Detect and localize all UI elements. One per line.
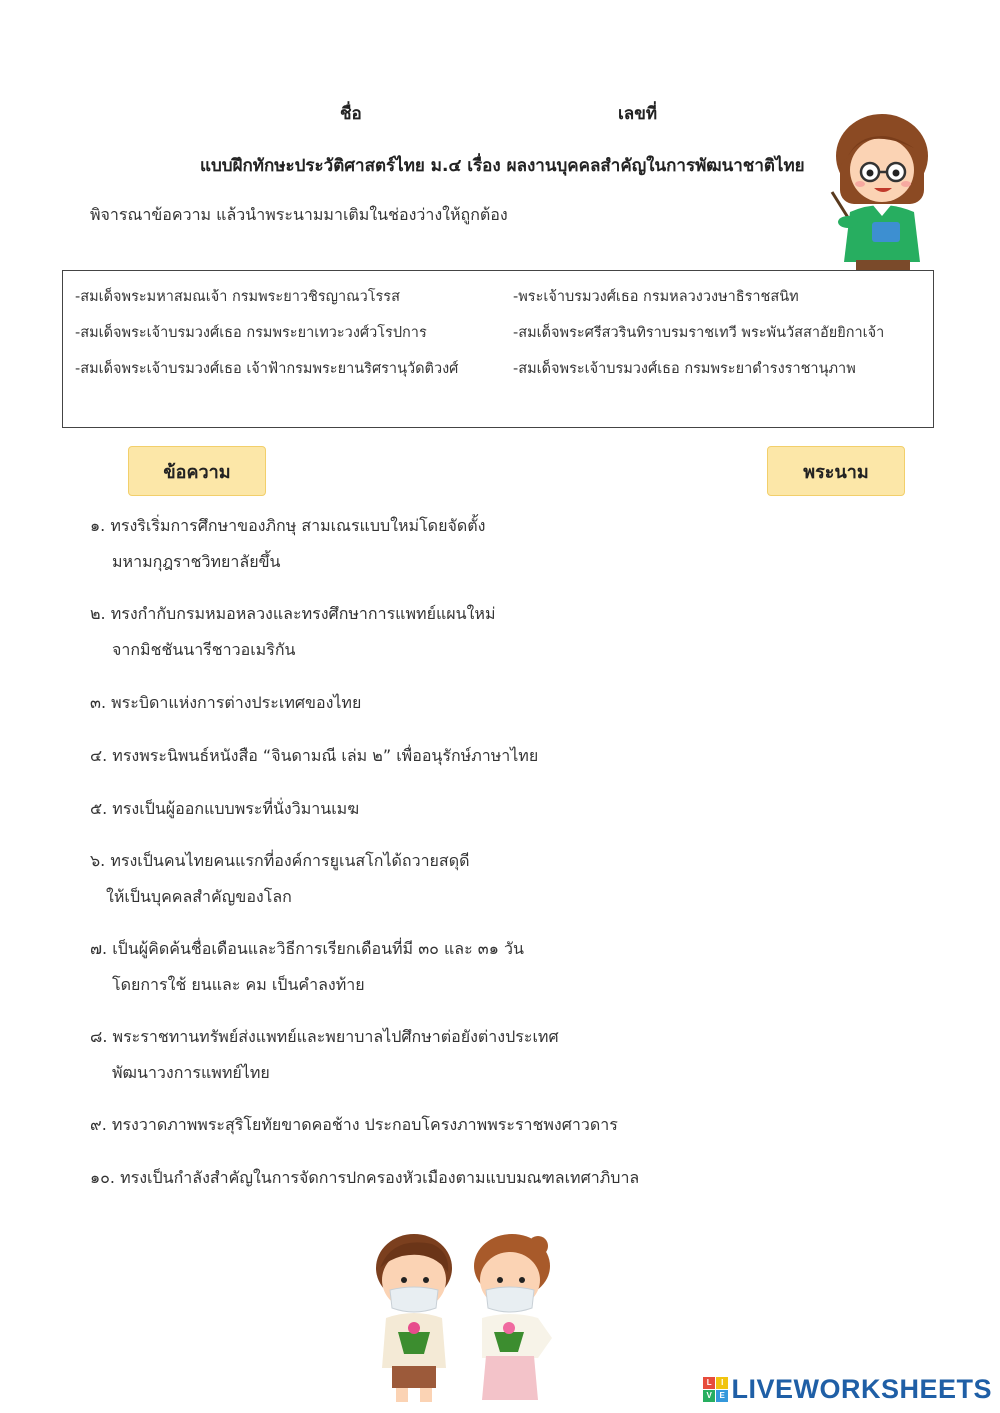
statement-item-8	[90, 1019, 559, 1091]
statement-text: ๕. ทรงเป็นผู้ออกแบบพระที่นั่งวิมานเมฆ	[90, 799, 360, 818]
statement-text: ๒. ทรงกำกับกรมหมอหลวงและทรงศึกษาการแพทย์แผนใหม่	[90, 604, 496, 623]
statement-text: ๑. ทรงริเริ่มการศึกษาของภิกษุ สามเณรแบบใหม่โดยจัดตั้ง	[90, 516, 486, 535]
statement-text-cont: โดยการใช้ ยนและ คม เป็นคำลงท้าย	[112, 975, 365, 994]
teacher-illustration	[826, 112, 938, 272]
statement-text-cont: ให้เป็นบุคคลสำคัญของโลก	[106, 887, 292, 906]
statement-text-cont: จากมิชชันนารีชาวอเมริกัน	[112, 640, 296, 659]
logo-letter: I	[716, 1377, 728, 1389]
logo-letter: V	[703, 1390, 715, 1402]
statement-text-cont: พัฒนาวงการแพทย์ไทย	[112, 1063, 270, 1082]
statement-text: ๗. เป็นผู้คิดค้นชื่อเดือนและวิธีการเรียกเดือนที่มี ๓๐ และ ๓๑ วัน	[90, 939, 524, 958]
logo-letter: L	[703, 1377, 715, 1389]
watermark-text: LIVEWORKSHEETS	[731, 1374, 992, 1404]
statement-text: ๓. พระบิดาแห่งการต่างประเทศของไทย	[90, 693, 362, 712]
statement-text: ๖. ทรงเป็นคนไทยคนแรกที่องค์การยูเนสโกได้ถวายสดุดี	[90, 851, 470, 870]
statement-item-9	[90, 1107, 618, 1143]
statement-text-cont: มหามกุฎราชวิทยาลัยขึ้น	[112, 552, 281, 571]
liveworksheets-logo-icon	[703, 1377, 728, 1402]
instruction-text: พิจารณาข้อความ แล้วนำพระนามมาเติมในช่องว่างให้ถูกต้อง	[90, 205, 508, 224]
statement-item-6	[90, 843, 469, 915]
royal-name-option: -สมเด็จพระเจ้าบรมวงศ์เธอ เจ้าฟ้ากรมพระยานริศรานุวัดติวงศ์	[75, 361, 459, 377]
name-column-tag: พระนาม	[767, 446, 905, 496]
worksheet-title: แบบฝึกทักษะประวัติศาสตร์ไทย ม.๔ เรื่อง ผลงานบุคคลสำคัญในการพัฒนาชาติไทย	[200, 156, 805, 176]
statement-item-10	[90, 1160, 639, 1196]
statement-text: ๔. ทรงพระนิพนธ์หนังสือ “จินดามณี เล่ม ๒” เพื่ออนุรักษ์ภาษาไทย	[90, 746, 539, 765]
royal-name-option: -สมเด็จพระมหาสมณเจ้า กรมพระยาวชิรญาณวโรรส	[75, 289, 400, 305]
thai-couple-illustration	[362, 1228, 572, 1406]
statement-text: ๙. ทรงวาดภาพพระสุริโยทัยขาดคอช้าง ประกอบโครงภาพพระราชพงศาวดาร	[90, 1115, 618, 1134]
statement-item-3	[90, 685, 361, 721]
royal-names-box	[62, 270, 934, 428]
statement-item-5	[90, 791, 359, 827]
statement-text: ๑๐. ทรงเป็นกำลังสำคัญในการจัดการปกครองหัวเมืองตามแบบมณฑลเทศาภิบาล	[90, 1168, 640, 1187]
statement-item-4	[90, 738, 538, 774]
royal-name-option: -พระเจ้าบรมวงศ์เธอ กรมหลวงวงษาธิราชสนิท	[513, 289, 799, 305]
statement-item-1	[90, 508, 485, 580]
number-label: เลขที่	[618, 104, 658, 124]
royal-name-option: -สมเด็จพระเจ้าบรมวงศ์เธอ กรมพระยาดำรงราชานุภาพ	[513, 361, 856, 377]
statement-item-7	[90, 931, 524, 1003]
royal-name-option: -สมเด็จพระศรีสวรินทิราบรมราชเทวี พระพันวัสสาอัยยิกาเจ้า	[513, 325, 885, 341]
statement-item-2	[90, 596, 495, 668]
royal-name-option: -สมเด็จพระเจ้าบรมวงศ์เธอ กรมพระยาเทวะวงศ์วโรปการ	[75, 325, 427, 341]
statement-column-tag: ข้อความ	[128, 446, 266, 496]
name-label: ชื่อ	[340, 104, 362, 124]
liveworksheets-watermark	[703, 1374, 992, 1405]
statement-text: ๘. พระราชทานทรัพย์ส่งแพทย์และพยาบาลไปศึกษาต่อยังต่างประเทศ	[90, 1027, 559, 1046]
logo-letter: E	[716, 1390, 728, 1402]
